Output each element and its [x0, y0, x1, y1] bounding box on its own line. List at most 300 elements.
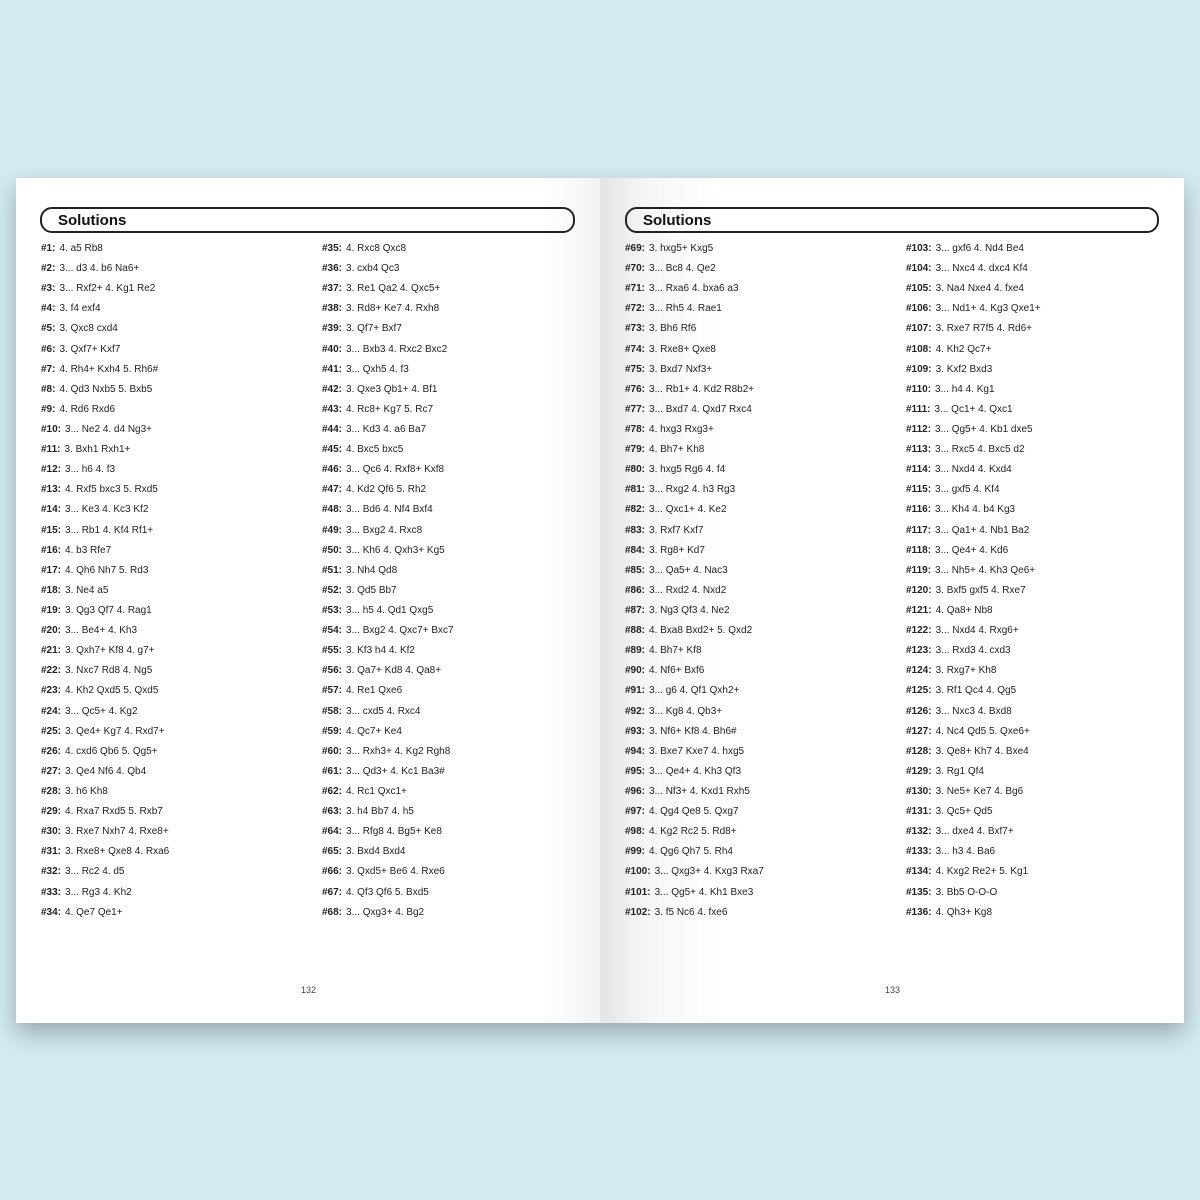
right-page [600, 178, 1184, 1023]
solution-entry [625, 299, 764, 319]
puzzle-number: #16: [41, 544, 62, 556]
puzzle-number: #61: [322, 765, 343, 777]
solution-entry [625, 702, 764, 722]
solution-moves: 4. Qd3 Nxb5 5. Bxb5 [59, 383, 153, 395]
solution-entry [41, 561, 169, 581]
solution-entry [41, 500, 169, 520]
puzzle-number: #38: [322, 303, 343, 315]
solution-entry [41, 259, 169, 279]
solution-entry [625, 862, 764, 882]
puzzle-number: #93: [625, 725, 646, 737]
solution-entry [322, 500, 454, 520]
page-heading: Solutions [58, 212, 127, 229]
solution-moves: 3. h4 Bb7 4. h5 [346, 806, 414, 818]
solution-moves: 3... Nf3+ 4. Kxd1 Rxh5 [649, 785, 750, 797]
solution-moves: 4. Bh7+ Kh8 [649, 444, 705, 456]
solution-moves: 3. Ng3 Qf3 4. Ne2 [649, 604, 730, 616]
solution-moves: 3... Bc8 4. Qe2 [649, 263, 716, 275]
solution-entry [625, 581, 764, 601]
solution-moves: 3... dxe4 4. Bxf7+ [935, 826, 1014, 838]
solution-entry [322, 702, 454, 722]
solution-moves: 4. Kxg2 Re2+ 5. Kg1 [935, 866, 1029, 878]
puzzle-number: #72: [625, 303, 646, 315]
solution-moves: 3... Qxg3+ 4. Bg2 [346, 906, 425, 918]
puzzle-number: #14: [41, 504, 62, 516]
solution-moves: 4. Rxc8 Qxc8 [346, 243, 407, 254]
solution-entry [41, 340, 169, 360]
solution-entry [322, 822, 454, 842]
solution-entry [41, 802, 169, 822]
solution-moves: 3. hxg5+ Kxg5 [649, 243, 714, 254]
solution-moves: 4. Rc1 Qxc1+ [346, 785, 407, 797]
puzzle-number: #35: [322, 243, 343, 254]
solution-entry [41, 480, 169, 500]
puzzle-number: #33: [41, 886, 62, 898]
solution-moves: 3... Rxh3+ 4. Kg2 Rgh8 [346, 745, 451, 757]
solution-moves: 3. Kf3 h4 4. Kf2 [346, 645, 415, 657]
solution-moves: 3. Rxe8+ Qxe8 4. Rxa6 [65, 846, 170, 858]
solution-entry [906, 641, 1041, 661]
puzzle-number: #11: [41, 444, 61, 456]
solution-moves: 3... Rxd3 4. cxd3 [935, 645, 1011, 657]
solution-moves: 3. Bxe7 Kxe7 4. hxg5 [649, 745, 745, 757]
solution-moves: 3... Qa1+ 4. Nb1 Ba2 [935, 524, 1030, 536]
puzzle-number: #52: [322, 584, 343, 596]
solution-entry [322, 420, 454, 440]
puzzle-number: #136: [906, 906, 932, 918]
puzzle-number: #21: [41, 645, 62, 657]
solution-entry [41, 360, 169, 380]
solution-moves: 3. Qxe3 Qb1+ 4. Bf1 [346, 383, 438, 395]
solution-entry [322, 279, 454, 299]
solution-moves: 4. Bh7+ Kf8 [649, 645, 702, 657]
solution-moves: 3... Rfg8 4. Bg5+ Ke8 [346, 826, 442, 838]
page-heading: Solutions [643, 212, 712, 229]
solution-entry [625, 239, 764, 259]
solution-entry [625, 500, 764, 520]
solution-entry [41, 440, 169, 460]
puzzle-number: #88: [625, 625, 646, 637]
puzzle-number: #106: [906, 303, 932, 315]
puzzle-number: #65: [322, 846, 343, 858]
puzzle-number: #53: [322, 604, 343, 616]
solution-entry [625, 400, 764, 420]
solution-moves: 3. Rg8+ Kd7 [649, 544, 705, 556]
solution-moves: 3... Qa5+ 4. Nac3 [649, 564, 728, 576]
solution-entry [322, 621, 454, 641]
solution-moves: 3. hxg5 Rg6 4. f4 [649, 464, 726, 476]
solution-moves: 3. Qxf7+ Kxf7 [59, 343, 121, 355]
solution-entry [906, 702, 1041, 722]
solution-entry [906, 802, 1041, 822]
solution-moves: 4. Rxf5 bxc3 5. Rxd5 [65, 484, 158, 496]
solution-entry [625, 440, 764, 460]
puzzle-number: #22: [41, 665, 62, 677]
solution-moves: 4. Re1 Qxe6 [346, 685, 403, 697]
puzzle-number: #112: [906, 423, 932, 435]
solution-entry [906, 722, 1041, 742]
solution-moves: 3... Nxc4 4. dxc4 Kf4 [935, 263, 1028, 275]
solution-entry [625, 742, 764, 762]
solution-entry [322, 842, 454, 862]
solution-moves: 3. Kxf2 Bxd3 [935, 363, 993, 375]
solution-entry [41, 822, 169, 842]
solution-entry [41, 903, 169, 923]
solution-entry [906, 239, 1041, 259]
puzzle-number: #7: [41, 363, 56, 375]
solution-moves: 3. Nxc7 Rd8 4. Ng5 [65, 665, 153, 677]
puzzle-number: #105: [906, 283, 932, 295]
puzzle-number: #10: [41, 423, 62, 435]
solution-entry [625, 842, 764, 862]
puzzle-number: #95: [625, 765, 646, 777]
solution-moves: 4. Bxa8 Bxd2+ 5. Qxd2 [649, 625, 753, 637]
solution-moves: 3... Qc6 4. Rxf8+ Kxf8 [346, 464, 445, 476]
puzzle-number: #121: [906, 604, 932, 616]
solution-entry [41, 842, 169, 862]
solution-entry [322, 340, 454, 360]
puzzle-number: #71: [625, 283, 646, 295]
solution-moves: 3. Qa7+ Kd8 4. Qa8+ [346, 665, 442, 677]
puzzle-number: #131: [906, 806, 932, 818]
puzzle-number: #6: [41, 343, 56, 355]
solution-moves: 4. hxg3 Rxg3+ [649, 423, 714, 435]
puzzle-number: #64: [322, 826, 343, 838]
solution-entry [625, 903, 764, 923]
solution-moves: 3... Rg3 4. Kh2 [65, 886, 132, 898]
solution-entry [625, 360, 764, 380]
solution-entry [906, 742, 1041, 762]
puzzle-number: #107: [906, 323, 932, 335]
puzzle-number: #4: [41, 303, 56, 315]
solution-moves: 4. Qg6 Qh7 5. Rh4 [649, 846, 733, 858]
solution-moves: 3... Rh5 4. Rae1 [649, 303, 722, 315]
solution-moves: 3... Rc2 4. d5 [65, 866, 125, 878]
solution-moves: 3... Nd1+ 4. Kg3 Qxe1+ [935, 303, 1041, 315]
solution-moves: 3... cxd5 4. Rxc4 [346, 705, 421, 717]
solution-moves: 3... Qxh5 4. f3 [346, 363, 409, 375]
puzzle-number: #44: [322, 423, 343, 435]
solution-moves: 3... Nh5+ 4. Kh3 Qe6+ [935, 564, 1036, 576]
puzzle-number: #103: [906, 243, 932, 254]
solution-entry [322, 762, 454, 782]
solution-moves: 3... Qxg3+ 4. Kxg3 Rxa7 [654, 866, 764, 878]
puzzle-number: #50: [322, 544, 343, 556]
solution-entry [625, 822, 764, 842]
solution-entry [625, 601, 764, 621]
solution-moves: 3. Rxg7+ Kh8 [935, 665, 997, 677]
solution-entry [322, 681, 454, 701]
solution-moves: 3. Qf7+ Bxf7 [346, 323, 402, 335]
puzzle-number: #8: [41, 383, 56, 395]
solution-entry [41, 702, 169, 722]
solution-moves: 3... Ne2 4. d4 Ng3+ [65, 423, 153, 435]
puzzle-number: #17: [41, 564, 62, 576]
solution-entry [625, 561, 764, 581]
solution-entry [41, 762, 169, 782]
solution-entry [906, 480, 1041, 500]
solution-entry [322, 400, 454, 420]
solution-moves: 3. Bxf5 gxf5 4. Rxe7 [935, 584, 1026, 596]
puzzle-number: #100: [625, 866, 651, 878]
puzzle-number: #59: [322, 725, 343, 737]
solution-moves: 3... gxf6 4. Nd4 Be4 [935, 243, 1024, 254]
solution-moves: 4. Rh4+ Kxh4 5. Rh6# [59, 363, 159, 375]
puzzle-number: #102: [625, 906, 651, 918]
solution-entry [906, 842, 1041, 862]
solution-entry [906, 420, 1041, 440]
solution-entry [906, 440, 1041, 460]
solution-entry [906, 661, 1041, 681]
solution-entry [41, 782, 169, 802]
page-number: 133 [885, 985, 901, 995]
solution-entry [322, 299, 454, 319]
puzzle-number: #74: [625, 343, 646, 355]
solution-entry [906, 521, 1041, 541]
puzzle-number: #63: [322, 806, 343, 818]
solution-entry [906, 862, 1041, 882]
puzzle-number: #15: [41, 524, 62, 536]
puzzle-number: #9: [41, 403, 56, 415]
puzzle-number: #37: [322, 283, 343, 295]
solution-moves: 3... Qg5+ 4. Kh1 Bxe3 [654, 886, 754, 898]
solution-moves: 3... Qc5+ 4. Kg2 [65, 705, 138, 717]
solution-entry [906, 299, 1041, 319]
solution-entry [322, 239, 454, 259]
solution-entry [41, 681, 169, 701]
solution-entry [906, 460, 1041, 480]
solution-moves: 3... Qd3+ 4. Kc1 Ba3# [346, 765, 445, 777]
solution-entry [41, 641, 169, 661]
puzzle-number: #39: [322, 323, 343, 335]
puzzle-number: #104: [906, 263, 932, 275]
solution-moves: 3. Bxd7 Nxf3+ [649, 363, 713, 375]
solution-moves: 3... Qc1+ 4. Qxc1 [934, 403, 1013, 415]
puzzle-number: #41: [322, 363, 343, 375]
solutions-column [41, 239, 169, 923]
solution-moves: 3. Nh4 Qd8 [346, 564, 398, 576]
puzzle-number: #34: [41, 906, 62, 918]
solution-moves: 3. Bb5 O-O-O [935, 886, 998, 898]
puzzle-number: #60: [322, 745, 343, 757]
solution-entry [41, 380, 169, 400]
solution-entry [625, 661, 764, 681]
solution-entry [906, 319, 1041, 339]
solution-entry [906, 762, 1041, 782]
puzzle-number: #36: [322, 263, 343, 275]
solution-moves: 3. Rxe8+ Qxe8 [649, 343, 716, 355]
solution-entry [906, 822, 1041, 842]
puzzle-number: #19: [41, 604, 62, 616]
solution-entry [625, 621, 764, 641]
solution-entry [41, 279, 169, 299]
solution-entry [322, 742, 454, 762]
solution-entry [906, 500, 1041, 520]
solution-entry [625, 259, 764, 279]
solution-moves: 3. Rf1 Qc4 4. Qg5 [935, 685, 1017, 697]
puzzle-number: #122: [906, 625, 932, 637]
solution-entry [906, 400, 1041, 420]
solution-moves: 3... Kg8 4. Qb3+ [649, 705, 723, 717]
puzzle-number: #49: [322, 524, 343, 536]
solution-entry [322, 782, 454, 802]
solution-moves: 3... Rb1+ 4. Kd2 R8b2+ [649, 383, 755, 395]
solution-entry [322, 561, 454, 581]
puzzle-number: #77: [625, 403, 646, 415]
solution-moves: 3. Rxf7 Kxf7 [649, 524, 704, 536]
puzzle-number: #135: [906, 886, 932, 898]
solution-entry [625, 641, 764, 661]
solution-entry [41, 521, 169, 541]
puzzle-number: #81: [625, 484, 646, 496]
puzzle-number: #80: [625, 464, 646, 476]
solution-moves: 4. Qf3 Qf6 5. Bxd5 [346, 886, 429, 898]
puzzle-number: #125: [906, 685, 932, 697]
puzzle-number: #30: [41, 826, 62, 838]
puzzle-number: #84: [625, 544, 646, 556]
solution-entry [906, 681, 1041, 701]
puzzle-number: #18: [41, 584, 62, 596]
solution-moves: 3. Nf6+ Kf8 4. Bh6# [649, 725, 737, 737]
solution-entry [41, 299, 169, 319]
solution-entry [625, 340, 764, 360]
solution-entry [906, 601, 1041, 621]
solution-moves: 3. f5 Nc6 4. fxe6 [654, 906, 728, 918]
solution-moves: 4. Qe7 Qe1+ [65, 906, 123, 918]
puzzle-number: #110: [906, 383, 932, 395]
puzzle-number: #97: [625, 806, 646, 818]
solution-moves: 4. Qc7+ Ke4 [346, 725, 402, 737]
solution-entry [625, 480, 764, 500]
solution-entry [906, 360, 1041, 380]
solution-moves: 3. Rxe7 R7f5 4. Rd6+ [935, 323, 1033, 335]
solution-entry [625, 541, 764, 561]
page-number: 132 [301, 985, 317, 995]
solution-entry [322, 802, 454, 822]
puzzle-number: #26: [41, 745, 62, 757]
puzzle-number: #128: [906, 745, 932, 757]
solution-moves: 3. Ne4 a5 [65, 584, 109, 596]
puzzle-number: #91: [625, 685, 646, 697]
solution-moves: 3. Rd8+ Ke7 4. Rxh8 [346, 303, 440, 315]
puzzle-number: #1: [41, 243, 56, 254]
puzzle-number: #79: [625, 444, 646, 456]
puzzle-number: #98: [625, 826, 646, 838]
solution-entry [322, 601, 454, 621]
puzzle-number: #47: [322, 484, 343, 496]
puzzle-number: #48: [322, 504, 343, 516]
puzzle-number: #86: [625, 584, 646, 596]
solution-entry [906, 340, 1041, 360]
solution-moves: 3... h4 4. Kg1 [935, 383, 995, 395]
solution-moves: 3... h5 4. Qd1 Qxg5 [346, 604, 434, 616]
solution-moves: 3... h3 4. Ba6 [935, 846, 996, 858]
solution-moves: 4. Kg2 Rc2 5. Rd8+ [649, 826, 737, 838]
puzzle-number: #58: [322, 705, 343, 717]
puzzle-number: #28: [41, 785, 62, 797]
solution-entry [41, 883, 169, 903]
puzzle-number: #20: [41, 625, 62, 637]
solution-entry [625, 279, 764, 299]
puzzle-number: #99: [625, 846, 646, 858]
solution-entry [322, 661, 454, 681]
puzzle-number: #23: [41, 685, 62, 697]
solution-moves: 3... Nxd4 4. Rxg6+ [935, 625, 1019, 637]
puzzle-number: #85: [625, 564, 646, 576]
solution-moves: 3. h6 Kh8 [65, 785, 108, 797]
solution-moves: 4. Kh2 Qxd5 5. Qxd5 [65, 685, 159, 697]
solution-entry [41, 661, 169, 681]
solution-moves: 4. Bxc5 bxc5 [346, 444, 404, 456]
solution-entry [41, 460, 169, 480]
solution-moves: 3. f4 exf4 [59, 303, 101, 315]
puzzle-number: #92: [625, 705, 646, 717]
solution-moves: 3. Qg3 Qf7 4. Rag1 [65, 604, 152, 616]
solution-entry [322, 480, 454, 500]
solution-moves: 3. Qxc8 cxd4 [59, 323, 118, 335]
solution-moves: 3. Qxh7+ Kf8 4. g7+ [65, 645, 155, 657]
solutions-column [322, 239, 454, 923]
solution-moves: 3... Ke3 4. Kc3 Kf2 [65, 504, 149, 516]
solution-moves: 3. Ne5+ Ke7 4. Bg6 [935, 785, 1024, 797]
puzzle-number: #2: [41, 263, 56, 275]
solution-entry [625, 883, 764, 903]
solution-entry [625, 681, 764, 701]
solution-moves: 3... Be4+ 4. Kh3 [65, 625, 138, 637]
puzzle-number: #55: [322, 645, 343, 657]
solution-entry [322, 903, 454, 923]
puzzle-number: #133: [906, 846, 932, 858]
solution-entry [322, 722, 454, 742]
puzzle-number: #113: [906, 444, 932, 456]
puzzle-number: #24: [41, 705, 62, 717]
puzzle-number: #56: [322, 665, 343, 677]
solution-entry [625, 762, 764, 782]
puzzle-number: #118: [906, 544, 932, 556]
puzzle-number: #70: [625, 263, 646, 275]
solution-moves: 3... Qxc1+ 4. Ke2 [649, 504, 727, 516]
solution-entry [41, 400, 169, 420]
solution-moves: 3... Bxg2 4. Rxc8 [346, 524, 423, 536]
solution-entry [625, 722, 764, 742]
puzzle-number: #62: [322, 785, 343, 797]
puzzle-number: #114: [906, 464, 932, 476]
solutions-header [40, 207, 575, 233]
solution-moves: 3. cxb4 Qc3 [346, 263, 400, 275]
solution-entry [322, 259, 454, 279]
solution-moves: 3. Rxe7 Nxh7 4. Rxe8+ [65, 826, 169, 838]
solution-moves: 3. Re1 Qa2 4. Qxc5+ [346, 283, 441, 295]
solution-entry [41, 319, 169, 339]
solution-moves: 3... Bxd7 4. Qxd7 Rxc4 [649, 403, 752, 415]
puzzle-number: #13: [41, 484, 62, 496]
solution-entry [625, 802, 764, 822]
puzzle-number: #117: [906, 524, 932, 536]
puzzle-number: #120: [906, 584, 932, 596]
puzzle-number: #25: [41, 725, 62, 737]
solution-moves: 3... Kh6 4. Qxh3+ Kg5 [346, 544, 445, 556]
solution-moves: 4. Qh3+ Kg8 [935, 906, 993, 918]
solution-entry [322, 883, 454, 903]
solution-entry [322, 641, 454, 661]
puzzle-number: #46: [322, 464, 343, 476]
solution-moves: 3... gxf5 4. Kf4 [935, 484, 1000, 496]
solution-moves: 3... Bd6 4. Nf4 Bxf4 [346, 504, 433, 516]
puzzle-number: #78: [625, 423, 646, 435]
solution-moves: 3... Nxc3 4. Bxd8 [935, 705, 1012, 717]
solution-moves: 3... h6 4. f3 [65, 464, 116, 476]
puzzle-number: #116: [906, 504, 932, 516]
